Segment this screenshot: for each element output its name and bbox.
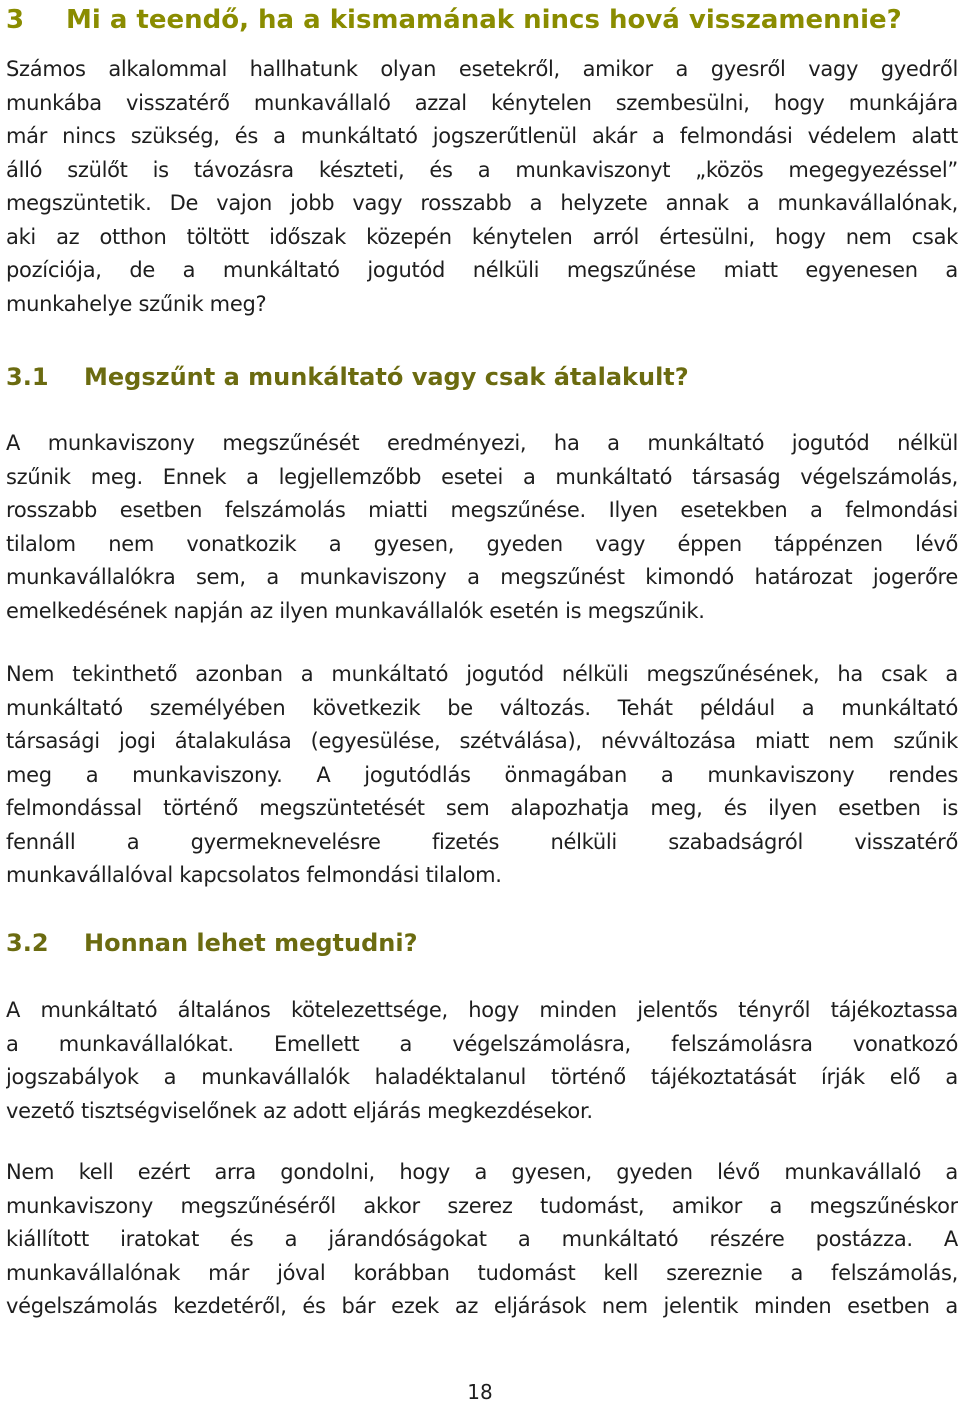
subsection-3-1-paragraph-1	[6, 427, 958, 628]
text-line: végelszámolás kezdetéről, és bár ezek az eljárások nem jelentik minden esetben a	[6, 1294, 958, 1318]
text-line: Nem tekinthető azonban a munkáltató jogutód nélküli megszűnésének, ha csak a	[6, 662, 958, 686]
text-line: meg a munkaviszony. A jogutódlás önmagában a munkaviszony rendes	[6, 762, 958, 787]
text-line: munkaviszony megszűnéséről akkor szerez tudomást, amikor a megszűnéskor	[6, 1193, 958, 1218]
text-line: felmondással történő megszüntetését sem alapozhatja meg, és ilyen esetben is	[6, 796, 958, 820]
text-line: kiállított iratokat és a járandóságokat a munkáltató részére postázza. A	[6, 1227, 958, 1251]
text-line: Számos alkalommal hallhatunk olyan esetekről, amikor a gyesről vagy gyedről	[6, 57, 958, 81]
subsection-number: 3.2	[6, 929, 49, 957]
page-number: 18	[467, 1380, 493, 1404]
text-line: emelkedésének napján az ilyen munkavállalók esetén is megszűnik.	[6, 598, 705, 623]
text-line: Nem kell ezért arra gondolni, hogy a gyesen, gyeden lévő munkavállaló a	[6, 1160, 958, 1184]
subsection-number: 3.1	[6, 363, 49, 391]
text-line: szűnik meg. Ennek a legjellemzőbb esetei a munkáltató társaság végelszámolás,	[6, 464, 958, 489]
subsection-heading-3-1	[6, 360, 689, 394]
text-line: munkába visszatérő munkavállaló azzal kénytelen szembesülni, hogy munkájára	[6, 90, 958, 115]
text-line: munkahelye szűnik meg?	[6, 291, 267, 316]
text-line: megszüntetik. De vajon jobb vagy rosszabb a helyzete annak a munkavállalónak,	[6, 191, 958, 215]
section-number: 3	[6, 5, 25, 35]
text-line: A munkaviszony megszűnését eredményezi, ha a munkáltató jogutód nélkül	[6, 431, 958, 455]
text-line: munkavállalóval kapcsolatos felmondási tilalom.	[6, 863, 502, 887]
subsection-3-1-paragraph-2	[6, 658, 958, 893]
text-line: aki az otthon töltött időszak közepén kénytelen arról értesülni, hogy nem csak	[6, 224, 958, 249]
text-line: álló szülőt is távozásra készteti, és a munkaviszonyt „közös megegyezéssel”	[6, 157, 958, 182]
text-line: rosszabb esetben felszámolás miatti megszűnése. Ilyen esetekben a felmondási	[6, 498, 958, 522]
subsection-title: Honnan lehet megtudni?	[84, 929, 418, 957]
text-line: jogszabályok a munkavállalók haladéktalanul történő tájékoztatását írják elő a	[6, 1065, 958, 1089]
text-line: munkavállalókra sem, a munkaviszony a megszűnést kimondó határozat jogerőre	[6, 565, 958, 589]
section-heading	[6, 2, 902, 38]
subsection-title: Megszűnt a munkáltató vagy csak átalakult?	[84, 363, 689, 391]
text-line: tilalom nem vonatkozik a gyesen, gyeden vagy éppen táppénzen lévő	[6, 531, 958, 556]
text-line: munkavállalónak már jóval korábban tudomást kell szereznie a felszámolás,	[6, 1260, 958, 1285]
text-line: társasági jogi átalakulása (egyesülése, szétválása), névváltozása miatt nem szűnik	[6, 729, 958, 753]
text-line: vezető tisztségviselőnek az adott eljárás megkezdésekor.	[6, 1098, 593, 1123]
text-line: a munkavállalókat. Emellett a végelszámolásra, felszámolásra vonatkozó	[6, 1031, 958, 1056]
text-line: már nincs szükség, és a munkáltató jogszerűtlenül akár a felmondási védelem alatt	[6, 124, 958, 148]
subsection-heading-3-2	[6, 926, 418, 960]
text-line: pozíciója, de a munkáltató jogutód nélküli megszűnése miatt egyenesen a	[6, 258, 958, 282]
text-line: munkáltató személyében következik be változás. Tehát például a munkáltató	[6, 695, 958, 720]
subsection-3-2-paragraph-1	[6, 994, 958, 1128]
text-line: A munkáltató általános kötelezettsége, hogy minden jelentős tényről tájékoztassa	[6, 998, 958, 1022]
intro-paragraph	[6, 53, 958, 321]
section-title: Mi a teendő, ha a kismamának nincs hová visszamennie?	[66, 5, 902, 35]
text-line: fennáll a gyermeknevelésre fizetés nélküli szabadságról visszatérő	[6, 829, 958, 854]
subsection-3-2-paragraph-2	[6, 1156, 958, 1324]
